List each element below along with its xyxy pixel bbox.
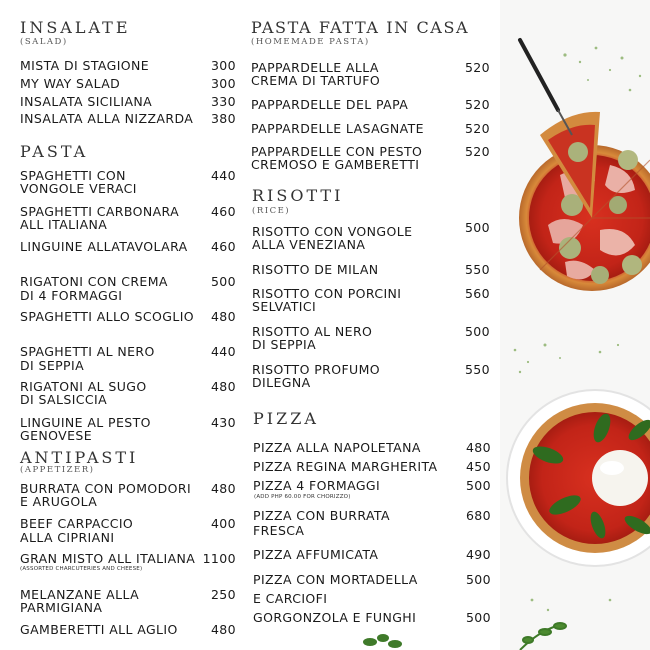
menu-item-name: INSALATA ALLA NIZZARDA — [20, 111, 194, 126]
menu-item-name: PIZZA REGINA MARGHERITA — [253, 459, 438, 474]
menu-item-price: 400 — [210, 516, 236, 531]
section-title-homemade-pasta: PASTA FATTA IN CASA — [251, 18, 470, 37]
pizza-photo — [500, 0, 650, 650]
menu-item-name: RISOTTO AL NERO — [252, 324, 373, 339]
menu-item-price: 300 — [210, 58, 236, 73]
menu-item-name: MISTA DI STAGIONE — [20, 58, 150, 73]
menu-item-name-line2: PARMIGIANA — [20, 600, 103, 615]
menu-item-price: 330 — [210, 94, 236, 109]
menu-item-price: 680 — [465, 508, 491, 523]
menu-item-price: 520 — [464, 144, 490, 159]
menu-item-name-line2: E CARCIOFI — [253, 591, 328, 606]
menu-item-price: 550 — [464, 362, 490, 377]
menu-item-name: SPAGHETTI CARBONARA — [20, 204, 180, 219]
menu-item-price: 480 — [210, 379, 236, 394]
menu-item-price: 500 — [465, 610, 491, 625]
menu-item-name-line2: ALLA VENEZIANA — [252, 237, 366, 252]
section-subtitle-risotti: (RICE) — [252, 206, 291, 216]
section-subtitle-antipasti: (APPETIZER) — [20, 465, 95, 475]
menu-item-name: GORGONZOLA E FUNGHI — [253, 610, 417, 625]
section-title-pasta: PASTA — [20, 142, 89, 161]
menu-item-name-line2: DILEGNA — [252, 375, 311, 390]
menu-item-price: 440 — [210, 168, 236, 183]
menu-item-name: PIZZA ALLA NAPOLETANA — [253, 440, 421, 455]
menu-item-name-line2: VONGOLE VERACI — [20, 181, 137, 196]
menu-item-name-line2: CREMA DI TARTUFO — [251, 73, 381, 88]
menu-item-name-line2: CREMOSO E GAMBERETTI — [251, 157, 420, 172]
menu-item-name: PIZZA AFFUMICATA — [253, 547, 379, 562]
menu-item-price: 480 — [210, 309, 236, 324]
menu-item-price: 560 — [464, 286, 490, 301]
menu-item-price: 480 — [210, 481, 236, 496]
menu-item-name: MELANZANE ALLA — [20, 587, 140, 602]
menu-item-price: 520 — [464, 97, 490, 112]
menu-item-name-line2: DI SEPPIA — [252, 337, 317, 352]
menu-item-price: 500 — [465, 478, 491, 493]
menu-item-price: 450 — [465, 459, 491, 474]
menu-item-name-line2: ALL ITALIANA — [20, 217, 108, 232]
section-subtitle-homemade-pasta: (HOMEMADE PASTA) — [251, 37, 370, 47]
menu-item-name: LINGUINE ALLATAVOLARA — [20, 239, 188, 254]
menu-item-name-line2: DI SALSICCIA — [20, 392, 108, 407]
menu-item-name: RISOTTO CON PORCINI — [252, 286, 402, 301]
menu-item-name-line2: DI SEPPIA — [20, 358, 85, 373]
menu-item-name: PAPPARDELLE ALLA — [251, 60, 379, 75]
menu-item-name-line2: ALLA CIPRIANI — [20, 530, 115, 545]
menu-item-price: 300 — [210, 76, 236, 91]
menu-item-name: LINGUINE AL PESTO — [20, 415, 151, 430]
menu-item-price: 440 — [210, 344, 236, 359]
menu-item-price: 550 — [464, 262, 490, 277]
menu-item-name: RISOTTO PROFUMO — [252, 362, 381, 377]
menu-item-price: 520 — [464, 60, 490, 75]
menu-item-name: MY WAY SALAD — [20, 76, 121, 91]
menu-item-price: 480 — [210, 622, 236, 637]
menu-item-name-line2: SELVATICI — [252, 299, 317, 314]
section-title-salad: INSALATE — [20, 18, 131, 37]
menu-item-price: 460 — [210, 204, 236, 219]
menu-item-name: SPAGHETTI AL NERO — [20, 344, 155, 359]
menu-item-price: 500 — [464, 220, 490, 235]
menu-item-price: 250 — [210, 587, 236, 602]
menu-item-price: 500 — [465, 572, 491, 587]
menu-item-note: (ADD PHP 60.00 FOR CHORIZZO) — [254, 494, 351, 500]
menu-item-name: RISOTTO DE MILAN — [252, 262, 379, 277]
section-subtitle-salad: (SALAD) — [20, 37, 68, 47]
menu-item-price: 520 — [464, 121, 490, 136]
menu-item-name: BEEF CARPACCIO — [20, 516, 134, 531]
section-title-risotti: RISOTTI — [252, 186, 344, 205]
menu-item-name: PAPPARDELLE DEL PAPA — [251, 97, 409, 112]
herb-garnish — [355, 632, 415, 650]
menu-item-price: 430 — [210, 415, 236, 430]
menu-item-name-line2: GENOVESE — [20, 428, 93, 443]
menu-item-price: 460 — [210, 239, 236, 254]
menu-item-name: PIZZA CON BURRATA — [253, 508, 390, 523]
menu-item-name: PAPPARDELLE CON PESTO — [251, 144, 423, 159]
menu-item-price: 500 — [210, 274, 236, 289]
section-title-pizza: PIZZA — [253, 409, 319, 428]
menu-item-name: GAMBERETTI ALL AGLIO — [20, 622, 178, 637]
menu-item-name: BURRATA CON POMODORI — [20, 481, 192, 496]
menu-item-name-line2: DI 4 FORMAGGI — [20, 288, 123, 303]
menu-item-price: 380 — [210, 111, 236, 126]
menu-item-price: 480 — [465, 440, 491, 455]
menu-item-name: PAPPARDELLE LASAGNATE — [251, 121, 424, 136]
menu-item-price: 1100 — [202, 551, 236, 566]
menu-item-name: RIGATONI AL SUGO — [20, 379, 147, 394]
menu-item-name: INSALATA SICILIANA — [20, 94, 153, 109]
menu-item-name: PIZZA 4 FORMAGGI — [253, 478, 381, 493]
menu-item-note: (ASSORTED CHARCUTERIES AND CHEESE) — [20, 566, 143, 572]
menu-item-name: GRAN MISTO ALL ITALIANA — [20, 551, 196, 566]
menu-item-name: RISOTTO CON VONGOLE — [252, 224, 413, 239]
menu-item-name-line2: E ARUGOLA — [20, 494, 98, 509]
section-title-antipasti: ANTIPASTI — [20, 448, 139, 467]
menu-item-name: RIGATONI CON CREMA — [20, 274, 168, 289]
menu-item-price: 500 — [464, 324, 490, 339]
menu-item-name: SPAGHETTI ALLO SCOGLIO — [20, 309, 195, 324]
menu-item-price: 490 — [465, 547, 491, 562]
menu-item-name: PIZZA CON MORTADELLA — [253, 572, 418, 587]
menu-item-name: SPAGHETTI CON — [20, 168, 126, 183]
menu-item-name-line2: FRESCA — [253, 523, 305, 538]
